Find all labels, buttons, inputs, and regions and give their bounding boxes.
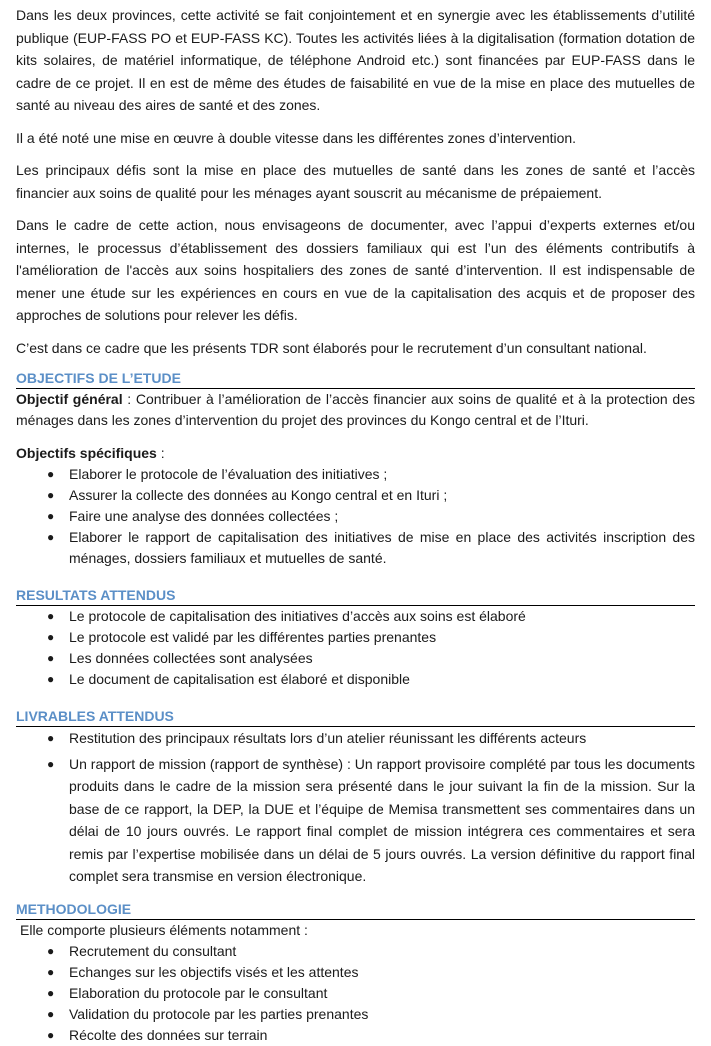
section-heading-objectifs: OBJECTIFS DE L’ETUDE [16,369,695,389]
bullet-icon: ● [47,651,55,665]
bullet-icon: ● [47,731,55,745]
bullet-icon: ● [47,488,55,502]
bullet-icon: ● [47,1006,55,1021]
list-item: ● Le document de capitalisation est élaboré et disponible [16,669,695,690]
list-item: ● Recrutement du consultant [16,941,695,962]
section-heading-methodologie: METHODOLOGIE [16,900,695,920]
section-heading-resultats: RESULTATS ATTENDUS [16,586,695,606]
bullet-icon: ● [47,943,55,958]
list-item: ● Echanges sur les objectifs visés et les attentes [16,962,695,983]
objectifs-specifiques-suffix: : [156,445,165,461]
bullet-icon: ● [47,630,55,644]
resultats-list [16,606,695,690]
methodologie-intro: Elle comporte plusieurs éléments notamment : [20,921,308,938]
objectifs-specifiques-label: Objectifs spécifiques [16,445,157,461]
list-item: ● Le protocole est validé par les différentes parties prenantes [16,627,695,648]
objectif-general-label: Objectif général [16,391,123,407]
section-heading-livrables: LIVRABLES ATTENDUS [16,707,695,727]
list-item: ● Récolte des données sur terrain [16,1025,695,1046]
objectifs-specifiques-list [16,464,695,569]
intro-paragraph-5: C’est dans ce cadre que les présents TDR sont élaborés pour le recrutement d’un consultant national. [16,339,647,356]
objectifs-specifiques [16,443,695,464]
list-item: ● Validation du protocole par les parties prenantes [16,1004,695,1025]
bullet-icon: ● [47,467,55,481]
bullet-icon: ● [47,756,55,771]
list-item: ● Faire une analyse des données collectées ; [16,506,695,527]
livrables-list [16,727,695,888]
bullet-icon: ● [47,672,55,686]
intro-paragraph-2: Il a été noté une mise en œuvre à double vitesse dans les différentes zones d’intervention. [16,129,577,146]
intro-paragraph-4: Dans le cadre de cette action, nous envisageons de documenter, avec l’appui d’experts externes et/ou internes, le processus d’établissement des dossiers familiaux qui est l’un des éléments contributifs à l'amélioration de l'accès aux soins hospitaliers des zones de santé d’intervention. Il est indispensable de mener une étude sur les expériences en cours en vue de la capitalisation des acquis et de proposer des approches de solutions pour relever les défis. [16,217,695,323]
list-item: ● Elaborer le protocole de l’évaluation des initiatives ; [16,464,695,485]
list-item: ● Un rapport de mission (rapport de synthèse) : Un rapport provisoire complété par tous les documents produits dans le cadre de la mission sera présenté dans le jour suivant la fin de la mission. Sur la base de ce rapport, la DEP, la DUE et l’équipe de Memisa transmettent ses commentaires dans un délai de 10 jours ouvrés. Le rapport final complet de mission intégrera ces commentaires et sera remis par l’expertise mobilisée dans un délai de 5 jours ouvrés. La version définitive du rapport final complet sera transmise en version électronique. [16,753,695,888]
objectif-general-text: : Contribuer à l’amélioration de l’accès financier aux soins de qualité et à la protection des ménages dans les zones d’intervention du projet des provinces du Kongo central et de l’Ituri. [16,391,695,428]
list-item: ● Elaboration du protocole par le consultant [16,983,695,1004]
objectif-general [16,389,695,431]
bullet-icon: ● [47,1027,55,1042]
bullet-icon: ● [47,964,55,979]
intro-paragraph-3: Les principaux défis sont la mise en place des mutuelles de santé dans les zones de santé et l’accès financier aux soins de qualité pour les ménages ayant souscrit au mécanisme de prépaiement. [16,162,695,201]
bullet-icon: ● [47,609,55,623]
methodologie-list [16,941,695,1046]
list-item: ● Restitution des principaux résultats lors d’un atelier réunissant les différents acteurs [16,727,695,750]
list-item: ● Assurer la collecte des données au Kongo central et en Ituri ; [16,485,695,506]
bullet-icon: ● [47,530,55,544]
list-item: ● Le protocole de capitalisation des initiatives d’accès aux soins est élaboré [16,606,695,627]
list-item: ● Les données collectées sont analysées [16,648,695,669]
bullet-icon: ● [47,985,55,1000]
list-item: ● Elaborer le rapport de capitalisation des initiatives de mise en place des activités inscription des ménages, dossiers familiaux et mutuelles de santé. [47,529,695,566]
bullet-icon: ● [47,509,55,523]
intro-paragraph-1: Dans les deux provinces, cette activité se fait conjointement et en synergie avec les établissements d’utilité publique (EUP-FASS PO et EUP-FASS KC). Toutes les activités liées à la digitalisation (formation dotation de kits solaires, de matériel informatique, de téléphone Android etc.) sont financées par EUP-FASS dans le cadre de ce projet. Il en est de même des études de faisabilité en vue de la mise en place des mutuelles de santé au niveau des aires de santé et des zones. [16,7,695,113]
